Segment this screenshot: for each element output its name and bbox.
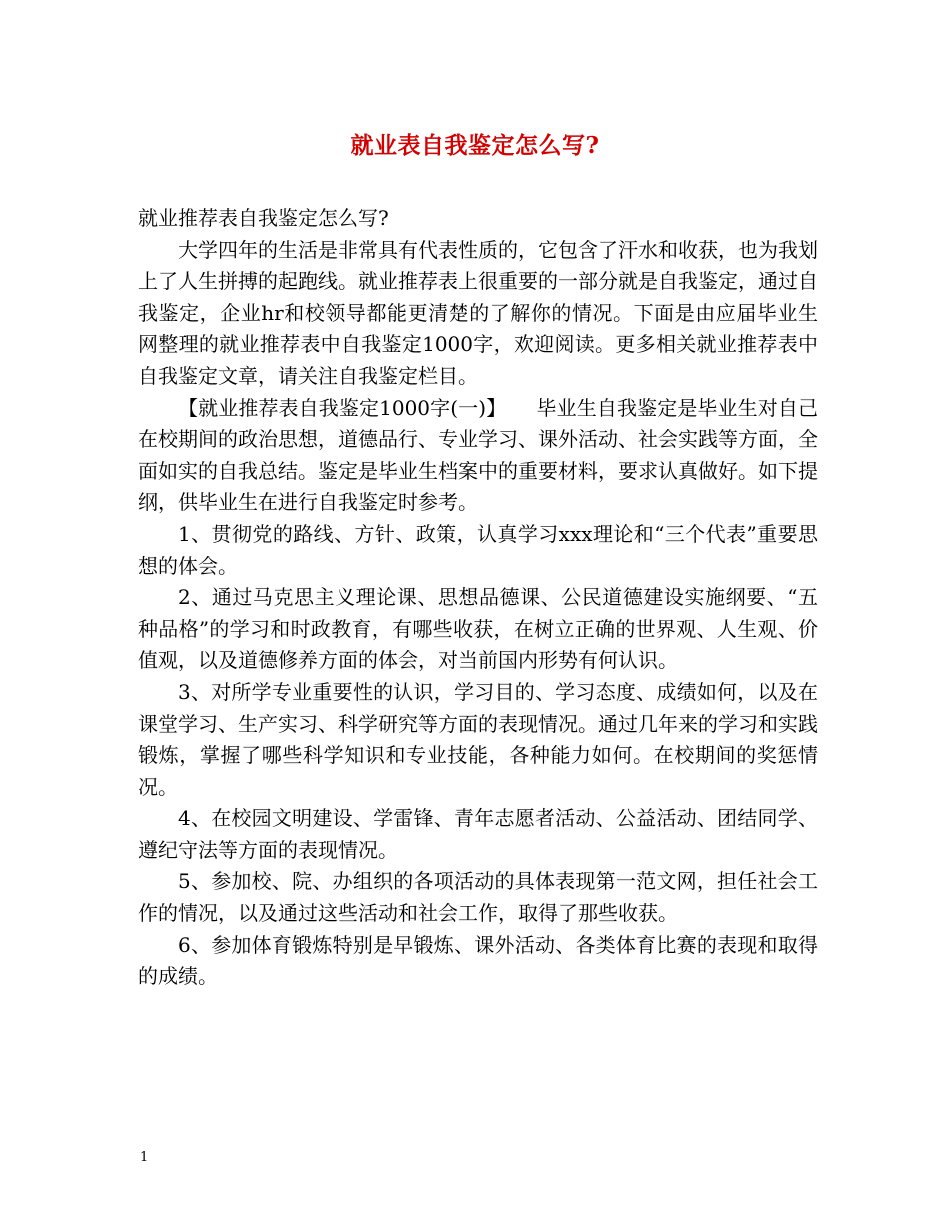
document-title: 就业表自我鉴定怎么写?	[350, 132, 600, 159]
page-number: 1	[140, 1150, 149, 1165]
paragraph-intro: 大学四年的生活是非常具有代表性质的，它包含了汗水和收获，也为我划上了人生拼搏的起跑线。就业推荐表上很重要的一部分就是自我鉴定，通过自我鉴定，企业hr和校领导都能更清楚的了解你的情况。下面是由应届毕业生网整理的就业推荐表中自我鉴定1000字，欢迎阅读。更多相关就业推荐表中自我鉴定文章，请关注自我鉴定栏目。	[138, 237, 818, 388]
document-body	[138, 203, 818, 993]
paragraph-item-6: 6、参加体育锻炼特别是早锻炼、课外活动、各类体育比赛的表现和取得的成绩。	[138, 932, 818, 989]
paragraph-item-3: 3、对所学专业重要性的认识，学习目的、学习态度、成绩如何，以及在课堂学习、生产实习、科学研究等方面的表现情况。通过几年来的学习和实践锻炼，掌握了哪些科学知识和专业技能，各种能力如何。在校期间的奖惩情况。	[138, 679, 818, 799]
paragraph-item-2: 2、通过马克思主义理论课、思想品德课、公民道德建设实施纲要、“五种品格”的学习和时政教育，有哪些收获，在树立正确的世界观、人生观、价值观，以及道德修养方面的体会，对当前国内形势有何认识。	[138, 585, 818, 673]
paragraph-item-4: 4、在校园文明建设、学雷锋、青年志愿者活动、公益活动、团结同学、遵纪守法等方面的表现情况。	[138, 806, 818, 862]
paragraph-item-5: 5、参加校、院、办组织的各项活动的具体表现第一范文网，担任社会工作的情况，以及通过这些活动和社会工作，取得了那些收获。	[138, 869, 818, 926]
paragraph-subtitle: 就业推荐表自我鉴定怎么写?	[138, 206, 389, 230]
paragraph-section-heading: 【就业推荐表自我鉴定1000字(一)】 毕业生自我鉴定是毕业生对自己在校期间的政治思想，道德品行、专业学习、课外活动、社会实践等方面，全面如实的自我总结。鉴定是毕业生档案中的重要材料，要求认真做好。如下提纲，供毕业生在进行自我鉴定时参考。	[138, 395, 818, 515]
paragraph-item-1: 1、贯彻党的路线、方针、政策，认真学习xxx理论和“三个代表”重要思想的体会。	[138, 521, 818, 578]
